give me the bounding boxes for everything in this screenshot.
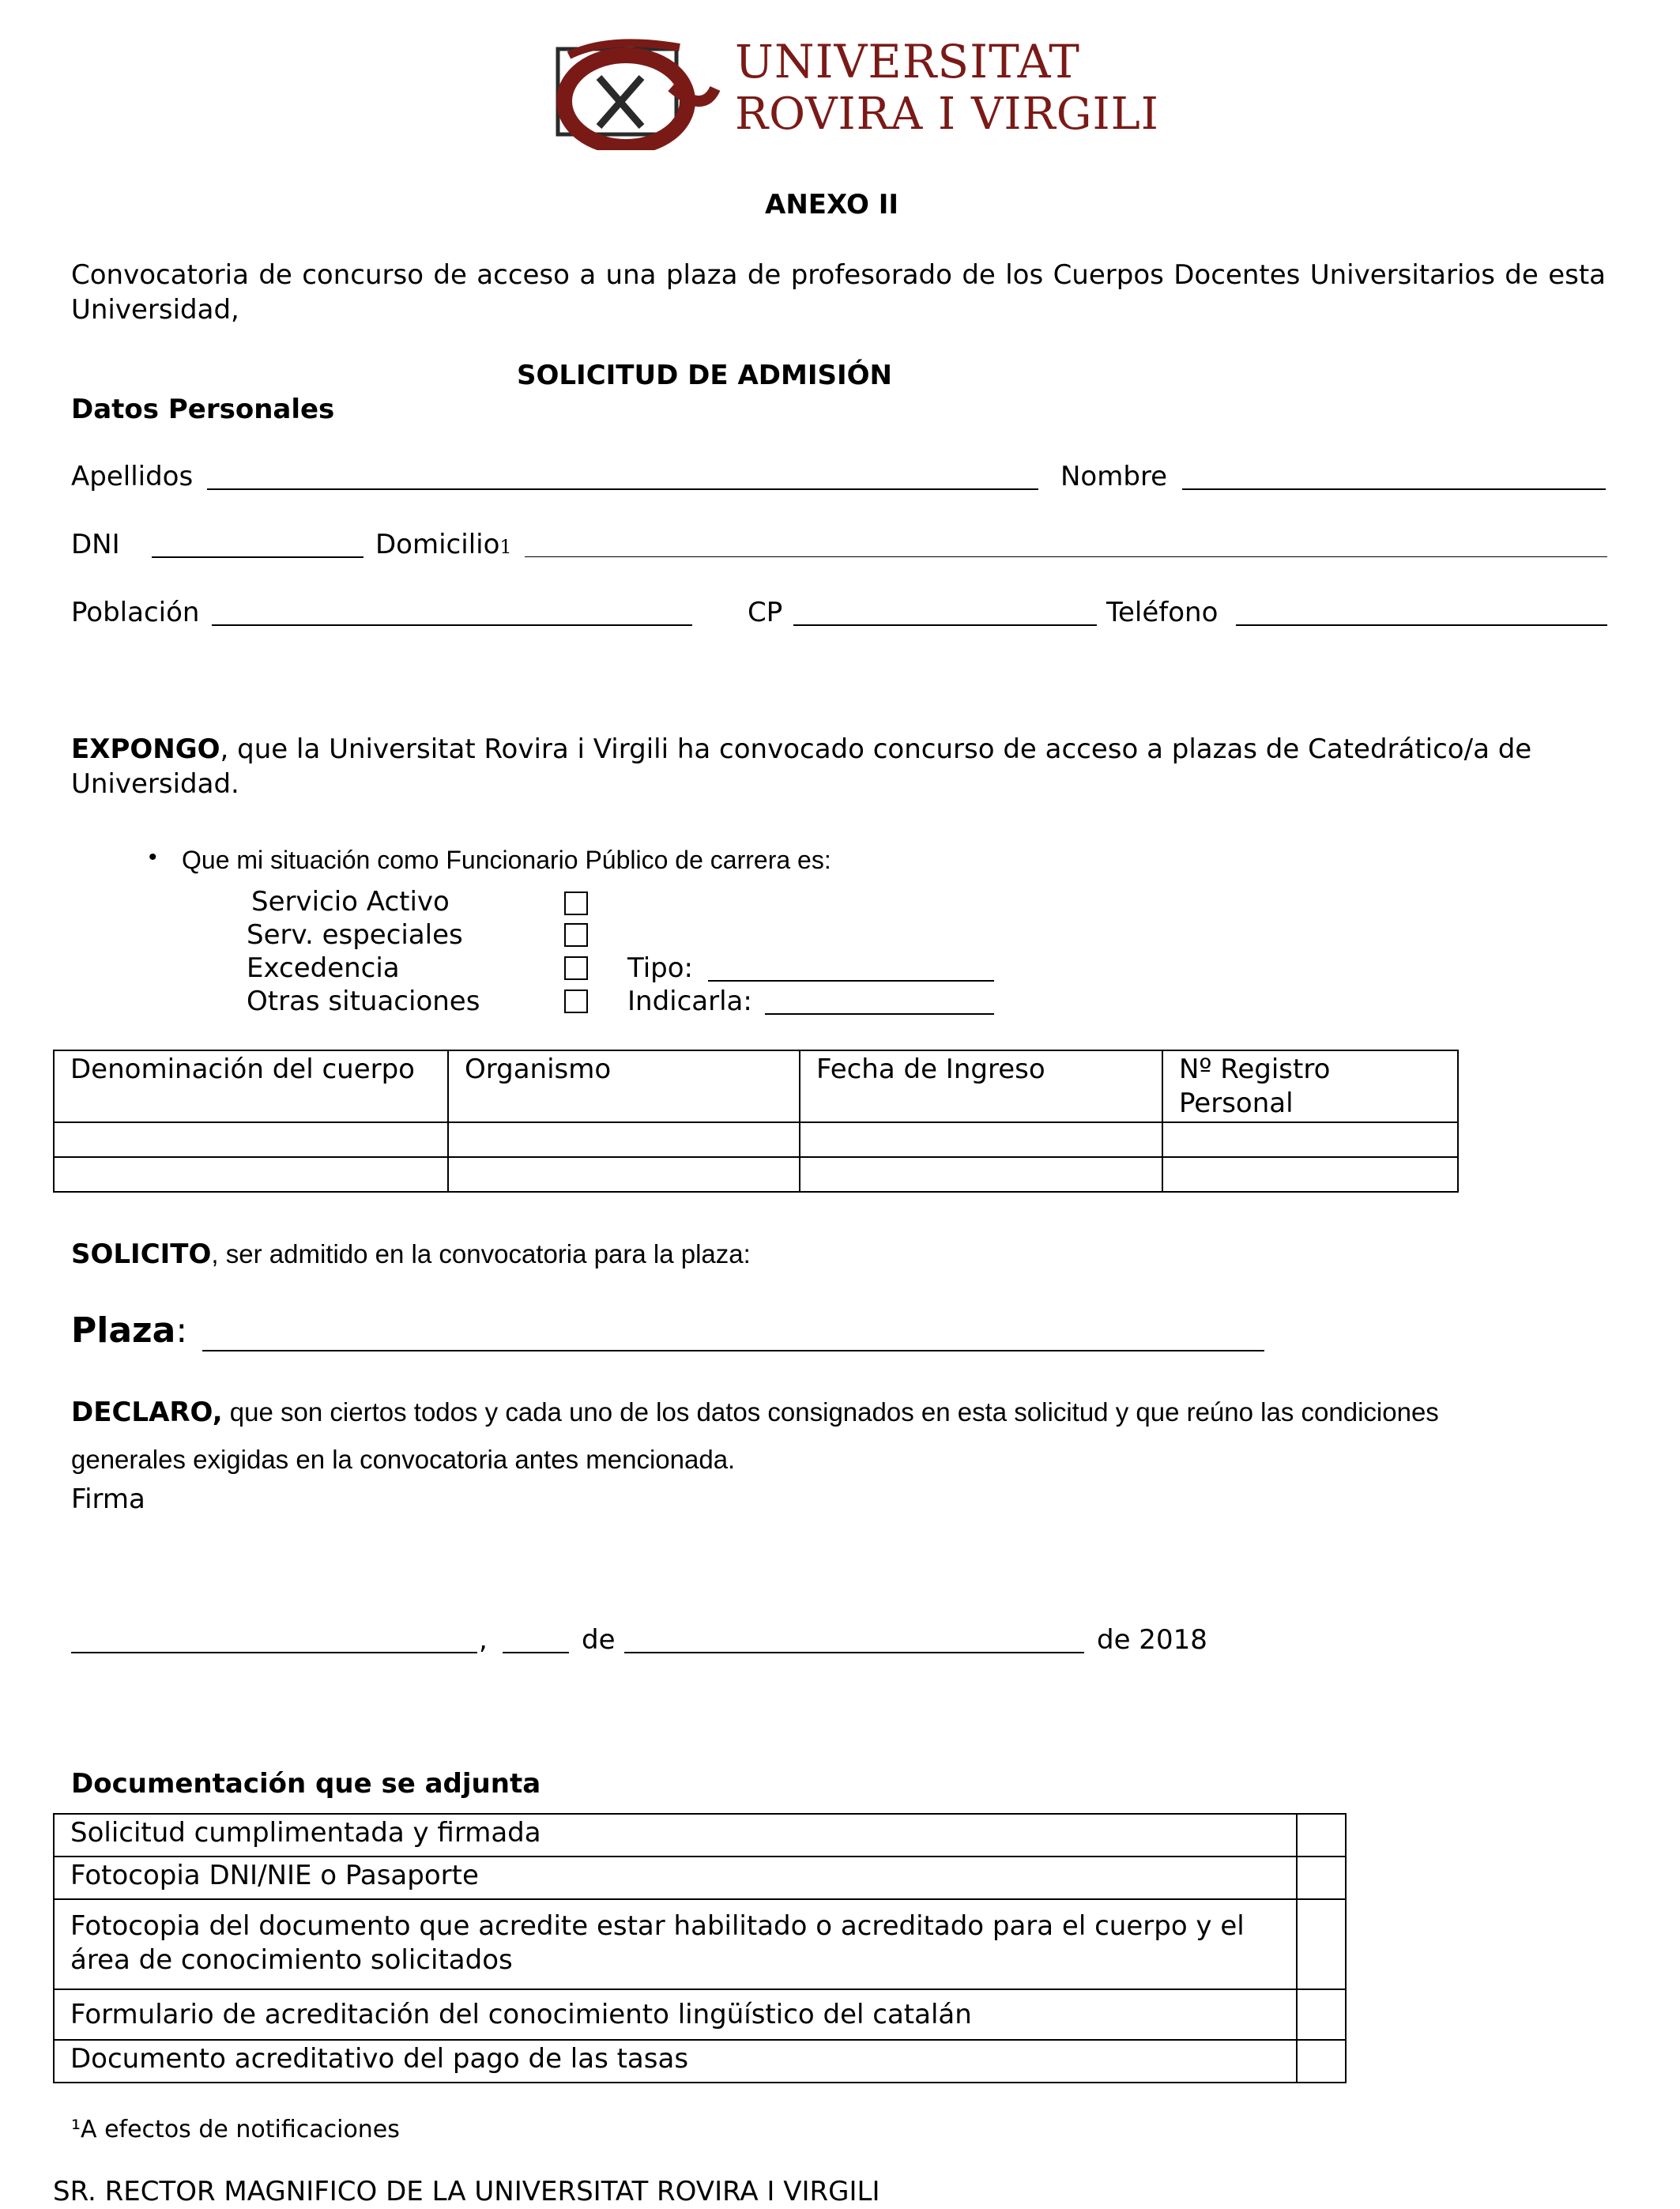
doc-item-label: Solicitud cumplimentada y firmada: [54, 1814, 1297, 1857]
plaza-label: Plaza:: [71, 1310, 188, 1351]
doc-check-cell[interactable]: [1297, 1989, 1346, 2040]
col-organismo: Organismo: [448, 1050, 800, 1122]
telefono-field[interactable]: [1236, 601, 1607, 626]
declaro-lead: DECLARO,: [71, 1397, 223, 1428]
list-item: [54, 1989, 1346, 2040]
table-cell[interactable]: [448, 1157, 800, 1192]
table-row: [54, 1157, 1458, 1192]
doc-item-label: Formulario de acreditación del conocimiento lingüístico del catalán: [54, 1989, 1297, 2040]
nombre-label: Nombre: [1060, 461, 1168, 492]
date-de-1: de: [582, 1624, 616, 1656]
doc-item-label: Fotocopia DNI/NIE o Pasaporte: [54, 1857, 1297, 1899]
col-denominacion: Denominación del cuerpo: [54, 1050, 448, 1122]
doc-check-cell[interactable]: [1297, 1857, 1346, 1899]
doc-check-cell[interactable]: [1297, 1814, 1346, 1857]
apellidos-label: Apellidos: [71, 461, 194, 492]
col-registro-personal: Nº Registro Personal: [1162, 1050, 1458, 1122]
expongo-paragraph: [71, 732, 1608, 801]
expongo-text: , que la Universitat Rovira i Virgili ha convocado concurso de acceso a plazas de Catedrático/a de Universidad.: [71, 733, 1532, 800]
intro-paragraph: Convocatoria de concurso de acceso a una plaza de profesorado de los Cuerpos Docentes Universitarios de esta Universidad,: [71, 259, 1606, 326]
declaro-text-1: que son ciertos todos y cada uno de los datos consignados en esta solicitud y que reúno las condiciones: [222, 1397, 1439, 1427]
solicito-lead: SOLICITO: [71, 1238, 212, 1270]
cp-field[interactable]: [793, 601, 1097, 626]
situation-text: Que mi situación como Funcionario Público de carrera es:: [182, 846, 831, 874]
career-table: [53, 1050, 1459, 1193]
apellidos-field[interactable]: [207, 465, 1038, 490]
declaro-line1: [71, 1396, 1439, 1430]
domicilio-footnote-ref: 1: [499, 536, 512, 558]
option-serv-especiales: Serv. especiales: [247, 919, 463, 951]
table-header-row: [54, 1050, 1458, 1122]
checkbox-serv-especiales[interactable]: [564, 923, 588, 947]
tipo-label: Tipo:: [627, 952, 694, 984]
col-fecha-ingreso: Fecha de Ingreso: [800, 1050, 1162, 1122]
list-item: [54, 2040, 1346, 2083]
month-field[interactable]: [624, 1628, 1084, 1653]
docs-table: [53, 1813, 1347, 2083]
plaza-label-text: Plaza: [71, 1310, 176, 1351]
telefono-label: Teléfono: [1106, 597, 1219, 628]
expongo-lead: EXPONGO: [71, 733, 220, 765]
list-item: [54, 1899, 1346, 1989]
logo-emblem-icon: [553, 32, 723, 150]
addressee: SR. RECTOR MAGNIFICO DE LA UNIVERSITAT ROVIRA I VIRGILI: [53, 2176, 880, 2207]
table-row: [54, 1122, 1458, 1157]
logo-text-line1: UNIVERSITAT: [735, 35, 1080, 89]
doc-check-cell[interactable]: [1297, 2040, 1346, 2083]
solicito-line: [71, 1238, 751, 1272]
table-cell[interactable]: [800, 1122, 1162, 1157]
footnote: ¹A efectos de notificaciones: [71, 2116, 400, 2143]
table-cell[interactable]: [54, 1122, 448, 1157]
logo-text-line2: ROVIRA I VIRGILI: [735, 89, 1159, 140]
plaza-field[interactable]: [202, 1321, 1264, 1351]
docs-heading: Documentación que se adjunta: [71, 1768, 541, 1800]
personal-data-heading: Datos Personales: [71, 394, 335, 425]
poblacion-field[interactable]: [212, 601, 692, 626]
list-item: [54, 1814, 1346, 1857]
indicarla-label: Indicarla:: [627, 986, 752, 1017]
declaro-line2: generales exigidas en la convocatoria antes mencionada.: [71, 1445, 736, 1474]
table-cell[interactable]: [54, 1157, 448, 1192]
dni-field[interactable]: [152, 533, 363, 558]
cp-label: CP: [748, 597, 783, 628]
form-title: SOLICITUD DE ADMISIÓN: [517, 360, 892, 391]
place-field[interactable]: [71, 1628, 477, 1653]
day-field[interactable]: [503, 1628, 569, 1653]
checkbox-otras-situaciones[interactable]: [564, 990, 588, 1013]
domicilio-label-text: Domicilio: [375, 529, 500, 560]
poblacion-label: Población: [71, 597, 200, 628]
table-cell[interactable]: [800, 1157, 1162, 1192]
solicito-text: , ser admitido en la convocatoria para la plaza:: [211, 1239, 751, 1268]
bullet-icon: •: [149, 844, 157, 870]
option-otras-situaciones: Otras situaciones: [247, 986, 480, 1017]
checkbox-servicio-activo[interactable]: [564, 892, 588, 915]
date-de-2: de 2018: [1097, 1624, 1207, 1656]
date-comma: ,: [479, 1624, 488, 1656]
doc-item-label: Documento acreditativo del pago de las tasas: [54, 2040, 1297, 2083]
checkbox-excedencia[interactable]: [564, 956, 588, 980]
domicilio-label: [375, 528, 512, 562]
table-cell[interactable]: [448, 1122, 800, 1157]
university-logo: [553, 32, 1159, 150]
tipo-field[interactable]: [708, 956, 994, 982]
table-cell[interactable]: [1162, 1157, 1458, 1192]
table-cell[interactable]: [1162, 1122, 1458, 1157]
firma-label: Firma: [71, 1483, 145, 1515]
nombre-field[interactable]: [1182, 465, 1606, 490]
doc-check-cell[interactable]: [1297, 1899, 1346, 1989]
option-servicio-activo: Servicio Activo: [251, 886, 450, 918]
doc-item-label: Fotocopia del documento que acredite estar habilitado o acreditado para el cuerpo y el área de conocimiento solicitados: [54, 1899, 1297, 1989]
domicilio-field[interactable]: [525, 533, 1607, 557]
option-excedencia: Excedencia: [247, 952, 400, 984]
indicarla-field[interactable]: [765, 990, 994, 1015]
annex-title: ANEXO II: [765, 189, 899, 221]
dni-label: DNI: [71, 529, 120, 560]
list-item: [54, 1857, 1346, 1899]
